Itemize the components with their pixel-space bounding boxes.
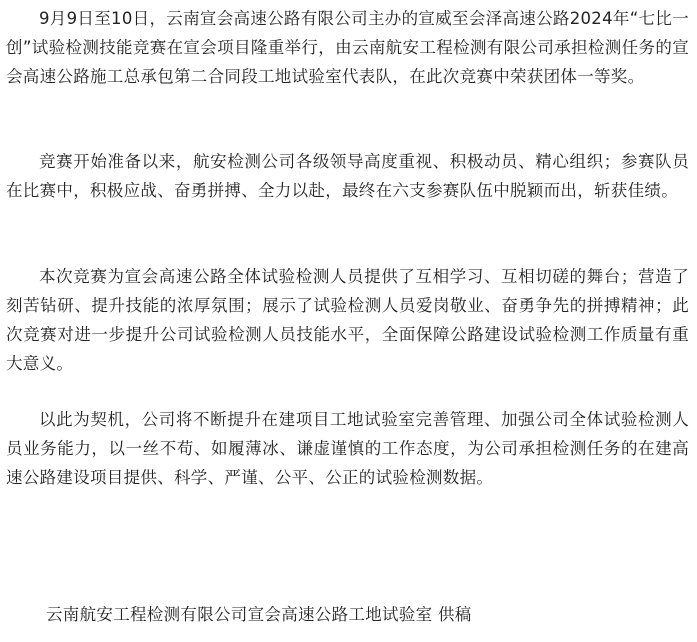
article-paragraph-1: 9月9日至10日，云南宣会高速公路有限公司主办的宣威至会泽高速公路2024年“七比一创”试验检测技能竞赛在宣会项目隆重举行，由云南航安工程检测有限公司承担检测任务的宣会高速公路施工总承包第二合同段工地试验室代表队，在此次竞赛中荣获团体一等奖。 (6, 9, 689, 86)
article-paragraph-3: 本次竞赛为宣会高速公路全体试验检测人员提供了互相学习、互相切磋的舞台；营造了刻苦钻研、提升技能的浓厚氛围；展示了试验检测人员爱岗敬业、奋勇争先的拼搏精神；此次竞赛对进一步提升公司试验检测人员技能水平，全面保障公路建设试验检测工作质量有重大意义。 (6, 267, 689, 373)
article-paragraph-2: 竞赛开始准备以来，航安检测公司各级领导高度重视、积极动员、精心组织；参赛队员在比赛中，积极应战、奋勇拼搏、全力以赴，最终在六支参赛队伍中脱颖而出，斩获佳绩。 (6, 152, 689, 200)
article-signature: 云南航安工程检测有限公司宣会高速公路工地试验室 供稿 (46, 605, 472, 624)
article-paragraph-4: 以此为契机，公司将不断提升在建项目工地试验室完善管理、加强公司全体试验检测人员业务能力，以一丝不苟、如履薄冰、谦虚谨慎的工作态度，为公司承担检测任务的在建高速公路建设项目提供、科学、严谨、公平、公正的试验检测数据。 (6, 410, 689, 487)
